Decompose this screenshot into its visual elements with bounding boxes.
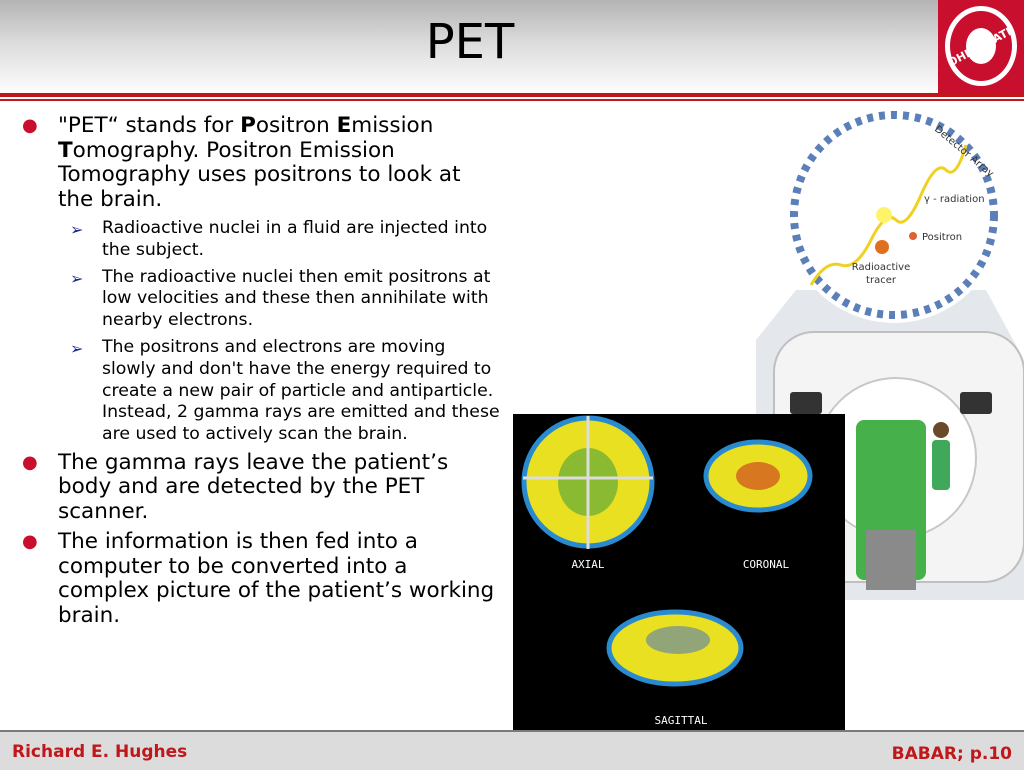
bullet-item: ● The information is then fed into a computer to be converted into a complex picture of the patient’s working brain. xyxy=(22,529,495,628)
arrow-bullet-icon: ➢ xyxy=(70,220,84,239)
arrow-bullet-icon: ➢ xyxy=(70,268,84,288)
technician-head xyxy=(933,422,949,438)
coronal-label: CORONAL xyxy=(742,558,790,571)
positron-dot xyxy=(909,232,917,240)
footer-author: Richard E. Hughes xyxy=(12,742,188,762)
pet-brain-scan-image xyxy=(513,414,845,732)
scanner-bed-base xyxy=(866,530,916,590)
tracer-label-line1: Radioactive xyxy=(851,262,911,273)
gantry-display xyxy=(790,392,822,414)
detector-ring-bg xyxy=(786,107,1002,323)
bullet-dot-icon: ● xyxy=(22,531,38,553)
footer-page: BABAR; p.10 xyxy=(891,744,1012,764)
bullet-list xyxy=(22,114,500,634)
bullet-dot-icon: ● xyxy=(22,451,38,473)
bullet-dot-icon: ● xyxy=(22,115,38,136)
gamma-radiation-label: γ - radiation xyxy=(924,194,985,205)
sagittal-label: SAGITTAL xyxy=(654,714,708,727)
sub-bullet-item: ➢ The radioactive nuclei then emit positrons at low velocities and these then annihilate with nearby electrons. xyxy=(70,266,491,331)
tracer-nucleus xyxy=(875,240,889,254)
gantry-display xyxy=(960,392,992,414)
technician-figure xyxy=(932,440,950,490)
arrow-bullet-icon: ➢ xyxy=(70,338,84,358)
ohio-state-logo xyxy=(938,0,1024,93)
bullet-item: ● The gamma rays leave the patient’s body and are detected by the PET scanner. xyxy=(22,449,449,524)
tracer-label-line2: tracer xyxy=(866,275,896,286)
sub-bullet-item: ➢ The positrons and electrons are moving slowly and don't have the energy required to create a new pair of particle and antiparticle. Instead, 2 gamma rays are emitted and these are used to actively scan the brain. xyxy=(70,336,500,445)
footer-bar xyxy=(0,730,1024,770)
title-rule xyxy=(0,93,1024,97)
slide-title: PET xyxy=(425,14,515,70)
detector-array-label: Detector Array xyxy=(932,123,996,180)
bullet-item: ● "PET“ stands for Positron Emission Tomography. Positron Emission Tomography uses positrons to look at the brain. xyxy=(22,113,461,212)
logo-text: OHIO STATE xyxy=(945,23,1017,70)
annihilation-flash xyxy=(876,207,892,223)
positron-label: Positron xyxy=(922,232,963,243)
axial-label: AXIAL xyxy=(571,558,605,571)
sub-bullet-item: ➢ Radioactive nuclei in a fluid are injected into the subject. xyxy=(70,218,488,260)
